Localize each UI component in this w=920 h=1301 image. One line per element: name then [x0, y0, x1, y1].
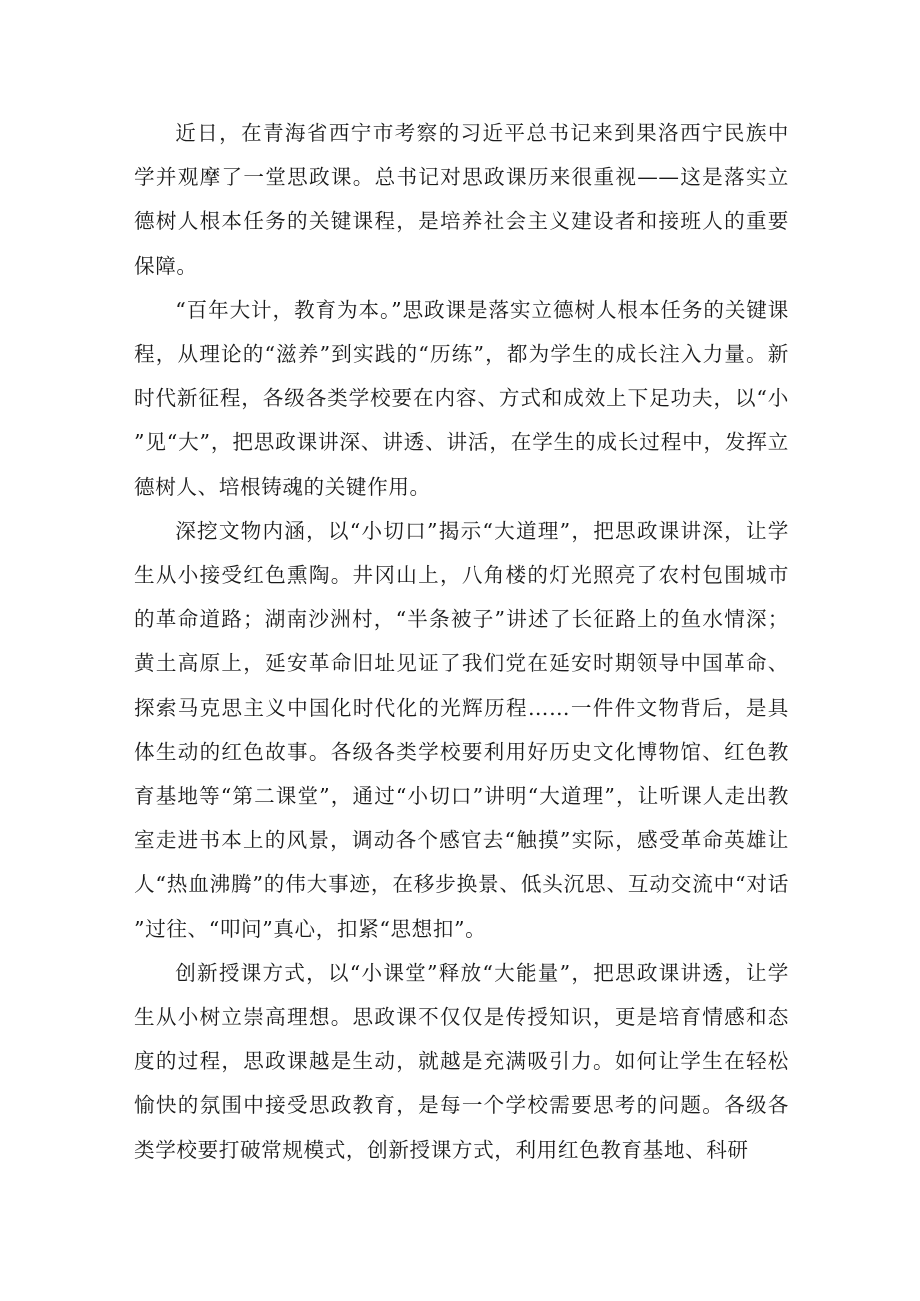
- paragraph-2: “百年大计，教育为本。”思政课是落实立德树人根本任务的关键课程，从理论的“滋养”到实践的“历练”，都为学生的成长注入力量。新时代新征程，各级各类学校要在内容、方式和成效上下足功夫，以“小”见“大”，把思政课讲深、讲透、讲活，在学生的成长过程中，发挥立德树人、培根铸魂的关键作用。: [134, 297, 789, 499]
- document-body: [134, 111, 789, 1172]
- paragraph-1: 近日，在青海省西宁市考察的习近平总书记来到果洛西宁民族中学并观摩了一堂思政课。总书记对思政课历来很重视——这是落实立德树人根本任务的关键课程，是培养社会主义建设者和接班人的重要保障。: [134, 121, 789, 278]
- paragraph-3: 深挖文物内涵，以“小切口”揭示“大道理”，把思政课讲深，让学生从小接受红色熏陶。井冈山上，八角楼的灯光照亮了农村包围城市的革命道路；湖南沙洲村，“半条被子”讲述了长征路上的鱼水情深；黄土高原上，延安革命旧址见证了我们党在延安时期领导中国革命、探索马克思主义中国化时代化的光辉历程……一件件文物背后，是具体生动的红色故事。各级各类学校要利用好历史文化博物馆、红色教育基地等“第二课堂”，通过“小切口”讲明“大道理”，让听课人走出教室走进书本上的风景，调动各个感官去“触摸”实际，感受革命英雄让人“热血沸腾”的伟大事迹，在移步换景、低头沉思、互动交流中“对话”过往、“叩问”真心，扣紧“思想扣”。: [134, 518, 789, 941]
- paragraph-4: 创新授课方式，以“小课堂”释放“大能量”，把思政课讲透，让学生从小树立崇高理想。思政课不仅仅是传授知识，更是培育情感和态度的过程，思政课越是生动，就越是充满吸引力。如何让学生在轻松愉快的氛围中接受思政教育，是每一个学校需要思考的问题。各级各类学校要打破常规模式，创新授课方式，利用红色教育基地、科研: [134, 960, 789, 1162]
